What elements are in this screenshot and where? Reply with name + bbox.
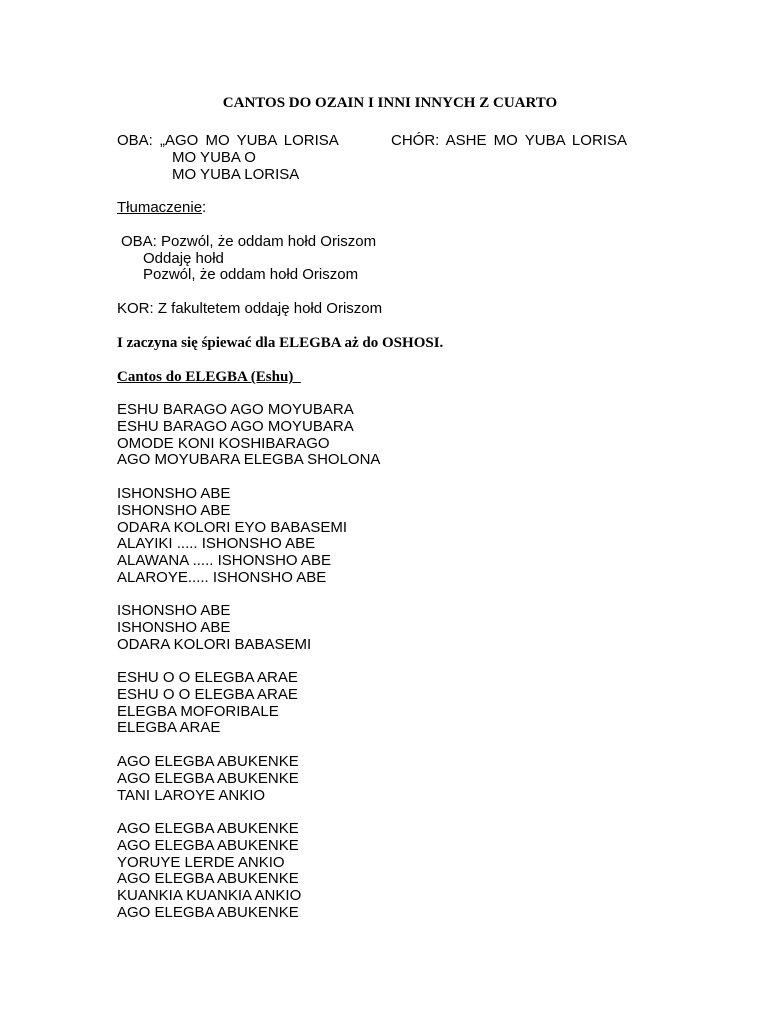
stanza-line: ESHU BARAGO AGO MOYUBARA: [117, 401, 354, 418]
stanza-line: ESHU O O ELEGBA ARAE: [117, 685, 298, 703]
stanza-line: AGO ELEGBA ABUKENKE: [117, 769, 299, 787]
stanza-line: ISHONSHO ABE: [117, 618, 231, 636]
stanza: [117, 754, 299, 804]
stanza-line: AGO MOYUBARA ELEGBA SHOLONA: [117, 451, 381, 469]
stanza: [117, 670, 298, 737]
oba-continuation-1: MO YUBA O: [172, 149, 256, 166]
stanza-line: ISHONSHO ABE: [117, 501, 231, 519]
stanza-line: AGO ELEGBA ABUKENKE: [117, 836, 299, 854]
stanza-line: ESHU BARAGO AGO MOYUBARA: [117, 417, 354, 435]
stanza-line: AGO ELEGBA ABUKENKE: [117, 753, 299, 770]
translation-continuation-1: Oddaję hołd: [143, 250, 224, 267]
stanza-line: AGO ELEGBA ABUKENKE: [117, 903, 299, 921]
stanza: [117, 486, 347, 587]
stanza-line: ODARA KOLORI BABASEMI: [117, 635, 312, 653]
translation-oba: OBA: Pozwól, że oddam hołd Oriszom: [121, 233, 377, 250]
chor-response: CHÓR: ASHE MO YUBA LORISA: [391, 132, 627, 149]
translation-heading: Tłumaczenie: [117, 199, 203, 216]
stanza-line: ESHU O O ELEGBA ARAE: [117, 669, 298, 686]
oba-line: [117, 133, 647, 150]
stanza-line: ODARA KOLORI EYO BABASEMI: [117, 518, 348, 536]
oba-continuation-2: MO YUBA LORISA: [172, 166, 300, 183]
stanza-line: AGO ELEGBA ABUKENKE: [117, 870, 299, 888]
stanza: [117, 821, 301, 922]
stanza-line: YORUYE LERDE ANKIO: [117, 853, 285, 871]
section-heading: Cantos do ELEGBA (Eshu): [117, 369, 301, 385]
document-title: CANTOS DO OZAIN I INNI INNYCH Z CUARTO: [222, 95, 558, 111]
stanza-line: ELEGBA ARAE: [117, 719, 221, 737]
stanza: [117, 402, 380, 469]
kor-line: KOR: Z fakultetem oddaję hołd Oriszom: [117, 300, 383, 317]
intro-sentence: I zaczyna się śpiewać dla ELEGBA aż do OSHOSI.: [117, 335, 444, 351]
stanza: [117, 603, 311, 653]
stanza-line: ISHONSHO ABE: [117, 602, 231, 619]
stanza-line: KUANKIA KUANKIA ANKIO: [117, 887, 302, 905]
stanza-line: ALAWANA ..... ISHONSHO ABE: [117, 552, 331, 570]
stanza-line: AGO ELEGBA ABUKENKE: [117, 820, 299, 837]
translation-heading-colon: :: [202, 199, 207, 216]
stanza-line: TANI LAROYE ANKIO: [117, 786, 266, 804]
translation-heading-line: [117, 200, 206, 217]
stanza-line: ISHONSHO ABE: [117, 485, 231, 502]
translation-continuation-2: Pozwól, że oddam hołd Oriszom: [143, 266, 359, 283]
oba-call: OBA: „AGO MO YUBA LORISA: [117, 132, 339, 149]
stanza-line: ALAYIKI ..... ISHONSHO ABE: [117, 535, 316, 553]
stanza-line: ALAROYE..... ISHONSHO ABE: [117, 568, 327, 586]
stanza-line: ELEGBA MOFORIBALE: [117, 702, 279, 720]
stanza-line: OMODE KONI KOSHIBARAGO: [117, 434, 330, 452]
